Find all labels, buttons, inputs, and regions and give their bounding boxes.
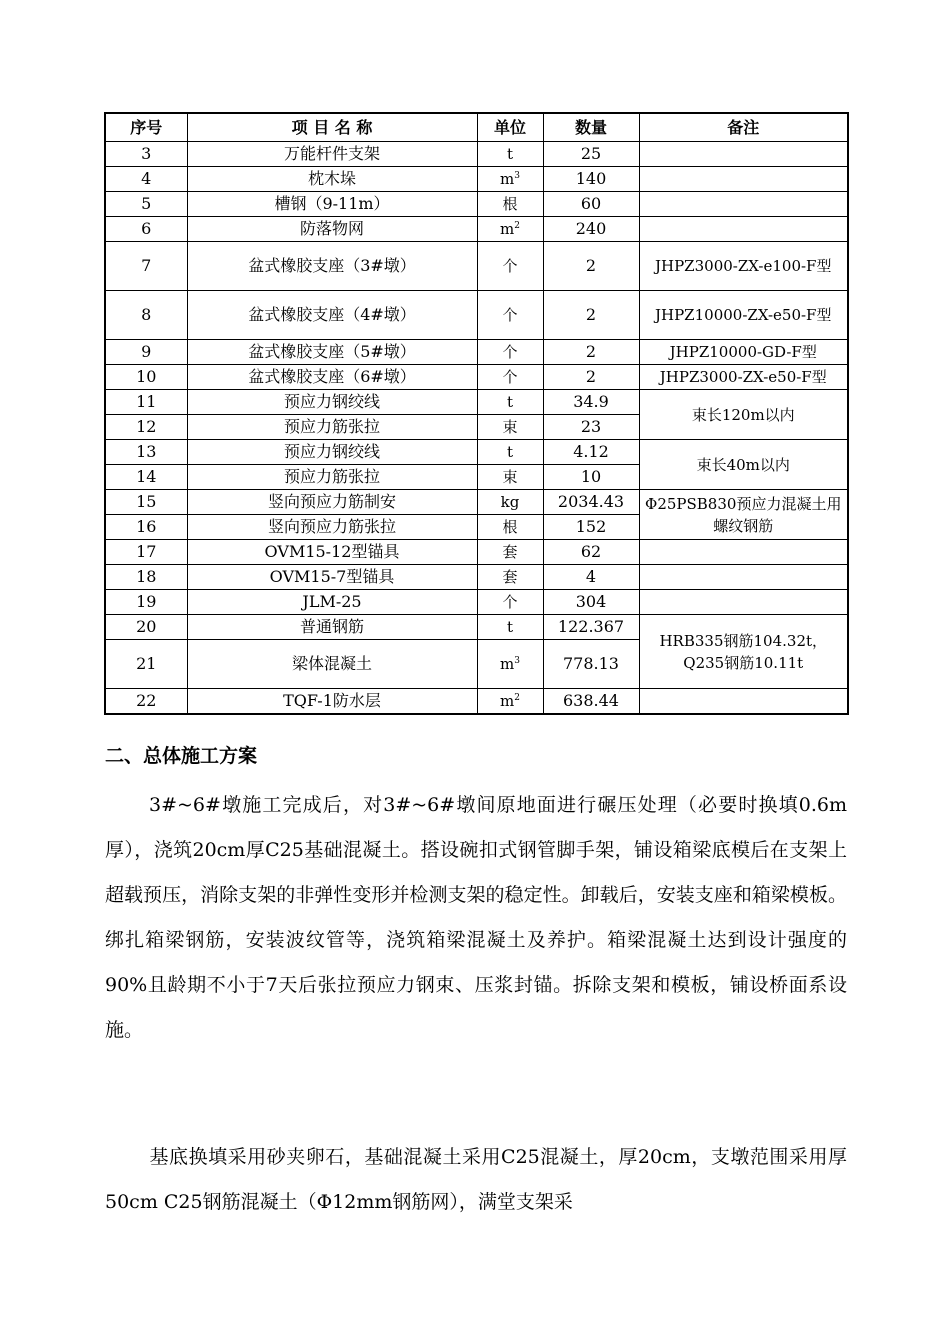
cell-seq: 14: [105, 465, 187, 490]
cell-qty: 2: [543, 365, 639, 390]
cell-name: 防落物网: [187, 217, 477, 242]
cell-name: OVM15-12型锚具: [187, 540, 477, 565]
table-row: [105, 217, 848, 242]
cell-remark: [639, 167, 848, 192]
cell-qty: 62: [543, 540, 639, 565]
cell-seq: 21: [105, 640, 187, 689]
cell-unit: 根: [477, 515, 543, 540]
cell-unit: t: [477, 440, 543, 465]
cell-name: JLM-25: [187, 590, 477, 615]
table-header-row: [105, 113, 848, 142]
cell-unit: 束: [477, 465, 543, 490]
header-unit: 单位: [477, 113, 543, 142]
unit-superscript: 2: [514, 221, 520, 231]
table-row: [105, 490, 848, 515]
cell-qty: 25: [543, 142, 639, 167]
cell-unit: t: [477, 615, 543, 640]
cell-qty: 152: [543, 515, 639, 540]
cell-unit: 根: [477, 192, 543, 217]
cell-name: OVM15-7型锚具: [187, 565, 477, 590]
cell-unit: 个: [477, 242, 543, 291]
cell-seq: 10: [105, 365, 187, 390]
cell-name: 盆式橡胶支座（4#墩）: [187, 291, 477, 340]
cell-qty: 2: [543, 291, 639, 340]
table-row: [105, 390, 848, 415]
section-heading: 二、总体施工方案: [105, 745, 258, 767]
cell-name: 枕木垛: [187, 167, 477, 192]
header-seq: 序号: [105, 113, 187, 142]
table-row: [105, 340, 848, 365]
cell-remark: JHPZ10000-ZX-e50-F型: [639, 291, 848, 340]
cell-remark: HRB335钢筋104.32t，Q235钢筋10.11t: [639, 615, 848, 689]
cell-name: 普通钢筋: [187, 615, 477, 640]
cell-qty: 638.44: [543, 689, 639, 715]
table-row: [105, 615, 848, 640]
cell-unit: t: [477, 142, 543, 167]
cell-remark: JHPZ3000-ZX-e100-F型: [639, 242, 848, 291]
cell-name: 竖向预应力筋制安: [187, 490, 477, 515]
cell-name: 盆式橡胶支座（6#墩）: [187, 365, 477, 390]
cell-seq: 6: [105, 217, 187, 242]
table-row: [105, 142, 848, 167]
cell-remark: 束长40m以内: [639, 440, 848, 490]
cell-name: 盆式橡胶支座（3#墩）: [187, 242, 477, 291]
cell-seq: 11: [105, 390, 187, 415]
header-name: 项 目 名 称: [187, 113, 477, 142]
cell-qty: 2: [543, 340, 639, 365]
cell-name: 槽钢（9-11m）: [187, 192, 477, 217]
table-row: [105, 565, 848, 590]
cell-remark: [639, 217, 848, 242]
cell-seq: 7: [105, 242, 187, 291]
cell-seq: 3: [105, 142, 187, 167]
cell-remark: [639, 142, 848, 167]
header-remark: 备注: [639, 113, 848, 142]
cell-qty: 4.12: [543, 440, 639, 465]
cell-remark: [639, 689, 848, 715]
unit-superscript: 3: [514, 171, 520, 181]
table-row: [105, 365, 848, 390]
quantity-table: [104, 112, 849, 715]
table-row: [105, 291, 848, 340]
cell-remark: [639, 565, 848, 590]
cell-seq: 17: [105, 540, 187, 565]
cell-seq: 16: [105, 515, 187, 540]
cell-remark: [639, 540, 848, 565]
cell-qty: 34.9: [543, 390, 639, 415]
cell-unit: kg: [477, 490, 543, 515]
cell-name: 梁体混凝土: [187, 640, 477, 689]
cell-qty: 23: [543, 415, 639, 440]
cell-unit: 个: [477, 590, 543, 615]
cell-qty: 60: [543, 192, 639, 217]
paragraph-text: 基底换填采用砂夹卵石，基础混凝土采用C25混凝土，厚20cm，支墩范围采用厚50cm C25钢筋混凝土（Φ12mm钢筋网），满堂支架采: [105, 1146, 847, 1213]
cell-name: 预应力钢绞线: [187, 390, 477, 415]
cell-remark: Φ25PSB830预应力混凝土用螺纹钢筋: [639, 490, 848, 540]
header-qty: 数量: [543, 113, 639, 142]
cell-seq: 5: [105, 192, 187, 217]
table-row: [105, 590, 848, 615]
cell-unit: [477, 689, 543, 715]
cell-unit: [477, 640, 543, 689]
cell-unit: [477, 217, 543, 242]
table-row: [105, 440, 848, 465]
cell-remark: JHPZ3000-ZX-e50-F型: [639, 365, 848, 390]
cell-unit: [477, 167, 543, 192]
unit-superscript: 2: [514, 693, 520, 703]
table-row: [105, 540, 848, 565]
cell-qty: 240: [543, 217, 639, 242]
cell-seq: 4: [105, 167, 187, 192]
cell-qty: 2: [543, 242, 639, 291]
cell-seq: 19: [105, 590, 187, 615]
body-paragraph: [105, 1135, 847, 1225]
cell-remark: [639, 590, 848, 615]
cell-remark: 束长120m以内: [639, 390, 848, 440]
table-row: [105, 167, 848, 192]
cell-qty: 304: [543, 590, 639, 615]
cell-unit: 束: [477, 415, 543, 440]
cell-name: 预应力钢绞线: [187, 440, 477, 465]
unit-base: m: [500, 170, 515, 188]
cell-seq: 12: [105, 415, 187, 440]
table-row: [105, 242, 848, 291]
cell-unit: 个: [477, 340, 543, 365]
cell-name: TQF-1防水层: [187, 689, 477, 715]
cell-unit: 个: [477, 365, 543, 390]
unit-superscript: 3: [514, 656, 520, 666]
cell-seq: 22: [105, 689, 187, 715]
cell-seq: 13: [105, 440, 187, 465]
cell-name: 盆式橡胶支座（5#墩）: [187, 340, 477, 365]
cell-seq: 15: [105, 490, 187, 515]
cell-qty: 778.13: [543, 640, 639, 689]
cell-seq: 18: [105, 565, 187, 590]
cell-qty: 140: [543, 167, 639, 192]
unit-base: m: [500, 655, 515, 673]
unit-base: m: [500, 692, 515, 710]
unit-base: m: [500, 220, 515, 238]
cell-name: 万能杆件支架: [187, 142, 477, 167]
cell-unit: 套: [477, 565, 543, 590]
cell-name: 预应力筋张拉: [187, 465, 477, 490]
cell-remark: JHPZ10000-GD-F型: [639, 340, 848, 365]
cell-name: 竖向预应力筋张拉: [187, 515, 477, 540]
cell-unit: 个: [477, 291, 543, 340]
cell-unit: 套: [477, 540, 543, 565]
cell-qty: 122.367: [543, 615, 639, 640]
cell-name: 预应力筋张拉: [187, 415, 477, 440]
cell-remark: [639, 192, 848, 217]
cell-unit: t: [477, 390, 543, 415]
table-row: [105, 689, 848, 715]
cell-qty: 2034.43: [543, 490, 639, 515]
table-row: [105, 192, 848, 217]
cell-qty: 10: [543, 465, 639, 490]
body-paragraph: [105, 783, 847, 1053]
cell-seq: 20: [105, 615, 187, 640]
paragraph-text: 3#~6#墩施工完成后，对3#~6#墩间原地面进行碾压处理（必要时换填0.6m厚），浇筑20cm厚C25基础混凝土。搭设碗扣式钢管脚手架，铺设箱梁底模后在支架上超载预压，消除支架的非弹性变形并检测支架的稳定性。卸载后，安装支座和箱梁模板。绑扎箱梁钢筋，安装波纹管等，浇筑箱梁混凝土及养护。箱梁混凝土达到设计强度的90%且龄期不小于7天后张拉预应力钢束、压浆封锚。拆除支架和模板，铺设桥面系设施。: [105, 794, 847, 1041]
cell-seq: 9: [105, 340, 187, 365]
cell-qty: 4: [543, 565, 639, 590]
cell-seq: 8: [105, 291, 187, 340]
